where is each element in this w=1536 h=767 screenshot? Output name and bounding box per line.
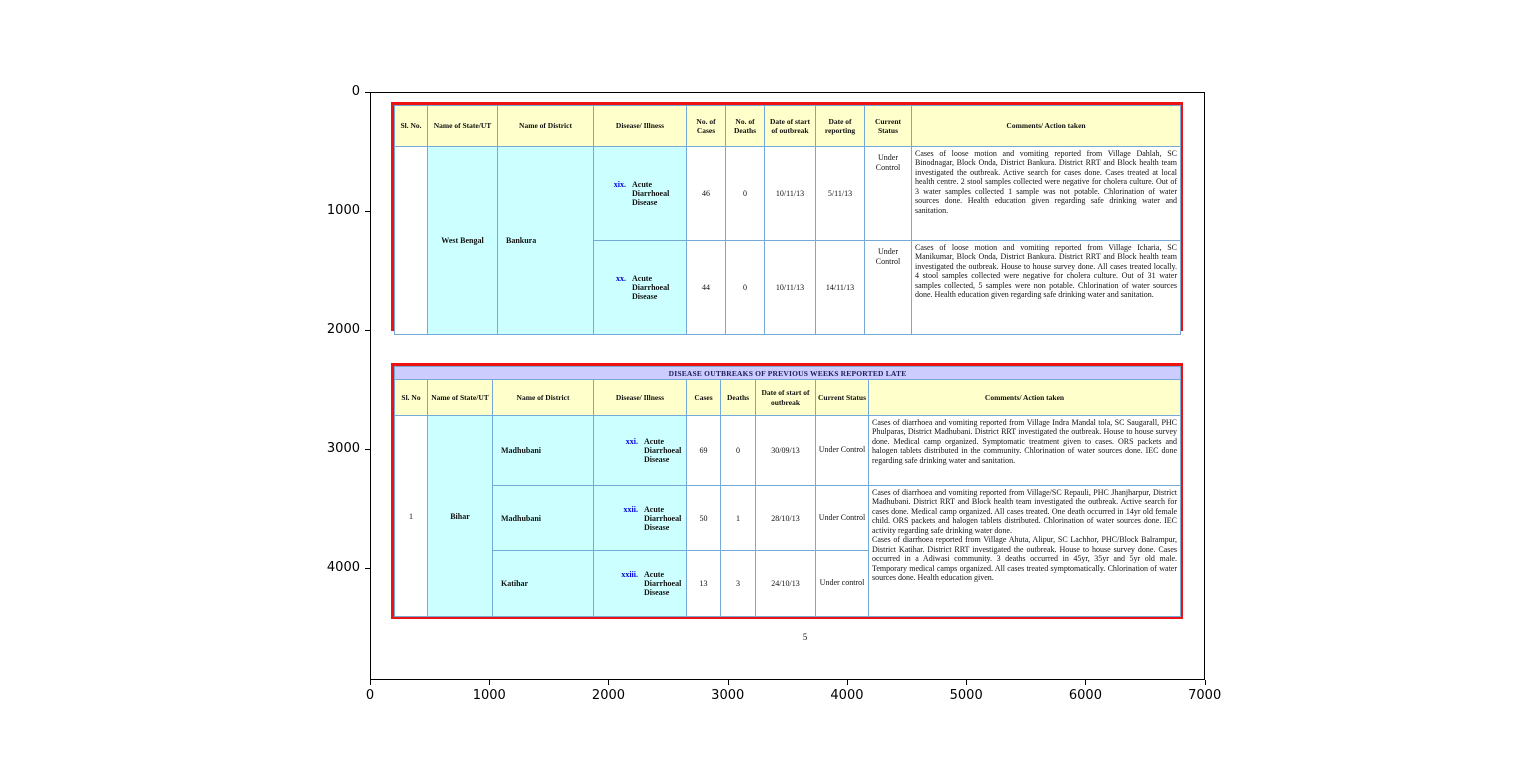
col-deaths: Deaths — [721, 380, 756, 416]
x-tick-label: 1000 — [472, 688, 506, 703]
disease-cell — [594, 147, 687, 241]
x-tick-label: 5000 — [949, 688, 983, 703]
table2-title-row — [395, 367, 1181, 380]
disease-name: Acute Diarrhoeal Disease — [632, 180, 670, 207]
x-tick-mark — [489, 680, 490, 685]
state-cell: West Bengal — [428, 147, 498, 335]
disease-cell — [594, 241, 687, 335]
x-tick-label: 6000 — [1068, 688, 1102, 703]
col-comments: Comments/ Action taken — [912, 106, 1181, 147]
y-tick-label: 1000 — [326, 203, 360, 218]
disease-name: Acute Diarrhoeal Disease — [644, 437, 682, 464]
y-tick-mark — [365, 449, 370, 450]
x-tick-mark — [1085, 680, 1086, 685]
col-state: Name of State/UT — [428, 380, 493, 416]
date-start-cell: 10/11/13 — [765, 147, 816, 241]
x-tick-label: 4000 — [830, 688, 864, 703]
col-disease: Disease/ Illness — [594, 106, 687, 147]
disease-cell — [594, 416, 687, 486]
y-tick-mark — [365, 211, 370, 212]
deaths-cell: 0 — [721, 416, 756, 486]
district-cell: Katihar — [493, 551, 594, 617]
col-sl-no: Sl. No. — [395, 106, 428, 147]
sl-no-cell: 1 — [395, 416, 428, 617]
disease-roman-numeral: xx. — [616, 274, 626, 283]
status-cell: Under Control — [816, 416, 869, 486]
x-tick-mark — [1205, 680, 1206, 685]
deaths-cell: 3 — [721, 551, 756, 617]
col-deaths: No. of Deaths — [726, 106, 765, 147]
deaths-cell: 0 — [726, 147, 765, 241]
col-status: Current Status — [865, 106, 912, 147]
date-start-cell: 10/11/13 — [765, 241, 816, 335]
disease-name: Acute Diarrhoeal Disease — [644, 570, 682, 597]
comments-paragraph: Cases of diarrhoea and vomiting reported from Village/SC Repauli, PHC Jhanjharpur, District Madhubani. District RRT and Block health team investigated the outbreak. Active search for cases done. Medical camp organized. All cases treated. One death occurred in 14yr old female child. ORS packets and halogen tablets distributed. Chlorination of water sources done. IEC activity regarding safe drinking water done. — [872, 488, 1178, 535]
y-tick-label: 3000 — [326, 441, 360, 456]
outbreak-table-current — [391, 102, 1183, 331]
cases-cell: 69 — [687, 416, 721, 486]
comments-cell: Cases of diarrhoea and vomiting reported from Village Indra Mandal tola, SC Saugarall, PHC Phulparas, District Madhubani. District RRT investigated the outbreak. House to house survey done. Medical camp organized. Symptomatic treatment given to cases. ORS packets and halogen tablets distributed in the community. Chlorination of water sources done. IEC done regarding safe drinking water and sanitation. — [869, 416, 1181, 486]
table2-header-row — [395, 380, 1181, 416]
disease-roman-numeral: xxii. — [623, 504, 638, 514]
status-cell: Under Control — [865, 241, 912, 335]
y-tick-label: 4000 — [326, 560, 360, 575]
cases-cell: 44 — [687, 241, 726, 335]
col-state: Name of State/UT — [428, 106, 498, 147]
outbreak-table-late — [391, 363, 1183, 619]
x-tick-label: 7000 — [1188, 688, 1222, 703]
deaths-cell: 0 — [726, 241, 765, 335]
status-cell: Under Control — [865, 147, 912, 241]
col-disease: Disease/ Illness — [594, 380, 687, 416]
x-tick-mark — [728, 680, 729, 685]
comments-cell-merged — [869, 486, 1181, 617]
disease-cell — [594, 551, 687, 617]
col-cases: Cases — [687, 380, 721, 416]
comments-paragraph: Cases of diarrhoea reported from Village Ahuta, Alipur, SC Lachhor, PHC/Block Balrampur, District Katihar. District RRT investigated the outbreak. House to house survey done. Cases occurred in a Adiwasi community. 3 deaths occurred in 45yr, 35yr and 5yr old male. Temporary medical camps organized. All cases treated symptomatically. Chlorination of water sources done. Health education given. — [872, 535, 1178, 582]
col-date-reporting: Date of reporting — [816, 106, 865, 147]
table1-header-row — [395, 106, 1181, 147]
y-tick-label: 2000 — [326, 322, 360, 337]
disease-roman-numeral: xix. — [613, 180, 626, 189]
comments-cell: Cases of loose motion and vomiting reported from Village Dahlah, SC Binodnagar, Block Onda, District Bankura. District RRT and Block health team investigated the outbreak. Active search for cases done. Cases treated at local health centre. 2 stool samples collected were negative for cholera culture. Out of 3 water samples collected 1 sample was not potable. Chlorination of water sources done. Health education given regarding safe drinking water and sanitation. — [912, 147, 1181, 241]
status-cell: Under control — [816, 551, 869, 617]
cases-cell: 46 — [687, 147, 726, 241]
date-reporting-cell: 5/11/13 — [816, 147, 865, 241]
late-table-title: DISEASE OUTBREAKS OF PREVIOUS WEEKS REPORTED LATE — [395, 367, 1181, 380]
x-tick-mark — [847, 680, 848, 685]
date-start-cell: 28/10/13 — [756, 486, 816, 551]
disease-roman-numeral: xxi. — [625, 437, 638, 446]
sl-no-cell — [395, 147, 428, 335]
table-row — [395, 147, 1181, 241]
disease-name: Acute Diarrhoeal Disease — [632, 274, 670, 301]
table-row — [395, 486, 1181, 551]
col-cases: No. of Cases — [687, 106, 726, 147]
status-cell: Under Control — [816, 486, 869, 551]
page-number: 5 — [802, 632, 808, 642]
col-comments: Comments/ Action taken — [869, 380, 1181, 416]
disease-roman-numeral: xxiii. — [621, 570, 638, 579]
x-tick-mark — [966, 680, 967, 685]
district-cell: Bankura — [498, 147, 594, 335]
table-row — [395, 416, 1181, 486]
x-tick-label: 2000 — [591, 688, 626, 703]
disease-cell — [594, 486, 687, 551]
col-district: Name of District — [498, 106, 594, 147]
col-date-start: Date of start of outbreak — [756, 380, 816, 416]
x-tick-mark — [608, 680, 609, 685]
disease-name: Acute Diarrhoeal Disease — [644, 504, 682, 532]
col-date-start: Date of start of outbreak — [765, 106, 816, 147]
y-tick-mark — [365, 330, 370, 331]
y-tick-label: 0 — [351, 84, 360, 99]
cases-cell: 50 — [687, 486, 721, 551]
cases-cell: 13 — [687, 551, 721, 617]
date-reporting-cell: 14/11/13 — [816, 241, 865, 335]
deaths-cell: 1 — [721, 486, 756, 551]
y-tick-mark — [365, 92, 370, 93]
x-tick-label: 0 — [365, 688, 375, 703]
comments-cell: Cases of loose motion and vomiting reported from Village Icharia, SC Manikumar, Block Onda, District Bankura. District RRT and Block health team investigated the outbreak. House to house survey done. All cases treated locally. 4 stool samples collected were negative for cholera culture. Out of 31 water samples collected, 5 samples were non potable. Chlorination of water sources done. Health education given regarding safe drinking water and sanitation. — [912, 241, 1181, 335]
x-tick-mark — [370, 680, 371, 685]
date-start-cell: 24/10/13 — [756, 551, 816, 617]
state-cell: Bihar — [428, 416, 493, 617]
col-sl-no: Sl. No — [395, 380, 428, 416]
district-cell: Madhubani — [493, 416, 594, 486]
x-tick-label: 3000 — [711, 688, 745, 703]
district-cell: Madhubani — [493, 486, 594, 551]
col-status: Current Status — [816, 380, 869, 416]
col-district: Name of District — [493, 380, 594, 416]
date-start-cell: 30/09/13 — [756, 416, 816, 486]
y-tick-mark — [365, 568, 370, 569]
